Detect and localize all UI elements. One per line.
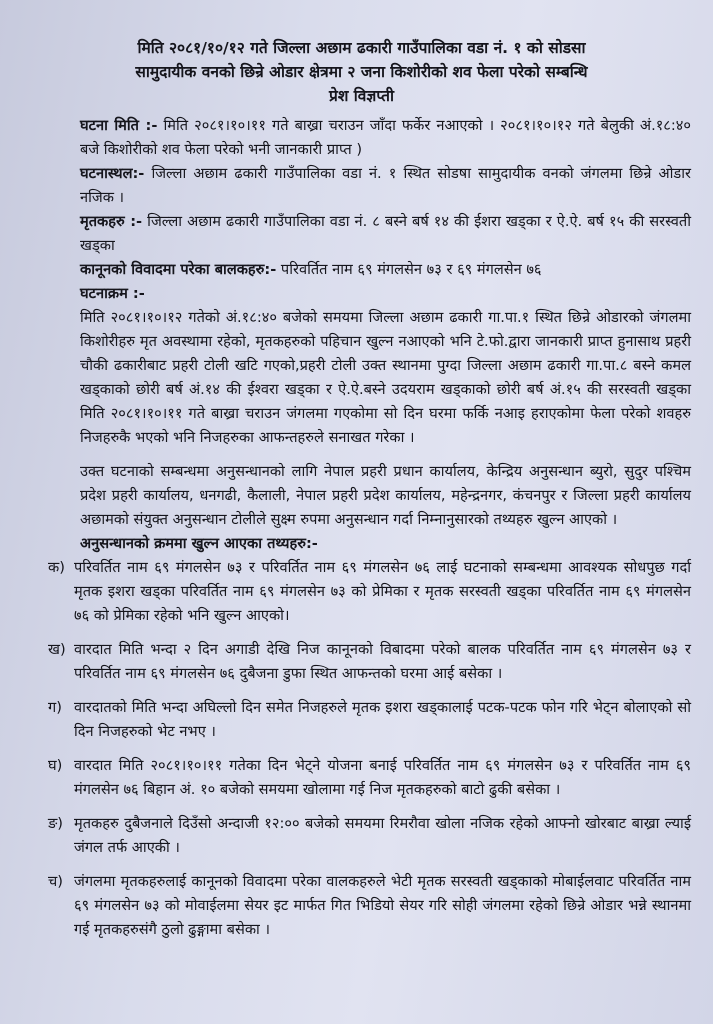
investigation-paragraph: उक्त घटनाको सम्बन्धमा अनुसन्धानको लागि नेपाल प्रहरी प्रधान कार्यालय, केन्द्रिय अनुसन्धान ब्युरो, सुदुर पश्चिम प्रदेश प्रहरी कार्यालय, धनगढी, कैलाली, नेपाल प्रहरी प्रदेश कार्यालय, महेन्द्रनगर, कंचनपुर र जिल्ला प्रहरी कार्यालय अछामको संयुक्त अनुसन्धान टोलीले सुक्ष्म रुपमा अनुसन्धान गर्दा निम्नानुसारको तथ्यहरु खुल्न आएको । [80,463,691,528]
sequence-paragraph: मिति २०८१।१०।१२ गतेको अं.१८:४० बजेको समयमा जिल्ला अछाम ढकारी गा.पा.१ स्थित छिन्रे ओडारको जंगलमा किशोरीहरु मृत अवस्थामा रहेको, मृतकहरुको पहिचान खुल्न नआएको भनि टे.फो.द्वारा जानकारी प्राप्त हुनासाथ प्रहरी चौकी ढकारीबाट प्रहरी टोली खटि गएको,प्रहरी टोली उक्त स्थानमा पुग्दा जिल्ला अछाम ढकारी गा.पा.८ बस्ने कमल खड्काको छोरी बर्ष अं.१४ की ईश्वरा खड्का र ऐ.ऐ.बस्ने उदयराम खड्काको छोरी बर्ष अं.१५ की सरस्वती खड्का मिति २०८१।१०।११ गते बाख्रा चराउन जंगलमा गएकोमा सो दिन घरमा फर्कि नआइ हराएकोमा फेला परेको शवहरु निजहरुकै भएको भनि निजहरुका आफन्तहरुले सनाखत गरेका । [80,309,691,446]
fact-marker: ख) [48,641,66,658]
incident-place-field [48,162,691,210]
fact-marker: क) [48,559,65,576]
facts-list [48,556,691,942]
fact-marker: ग) [48,699,62,716]
deceased-label: मृतकहरु :- [80,213,143,230]
title-line-2: सामुदायीक वनको छिन्रे ओडार क्षेत्रमा २ जना किशोरीको शव फेला परेको सम्बन्धि [135,63,588,81]
fact-item [48,754,691,802]
incident-place-value: जिल्ला अछाम ढकारी गाउँपालिका वडा नं. १ स्थित सोडषा सामुदायीक वनको जंगलमा छिन्रे ओडार नजिक । [80,165,691,206]
incident-place-label: घटनास्थल:- [80,165,145,182]
title-line-1: मिति २०८१/१०/१२ गते जिल्ला अछाम ढकारी गाउँपालिका वडा नं. १ को सोडसा [137,39,586,57]
fact-item [48,812,691,860]
fact-marker: घ) [48,757,63,774]
facts-heading: अनुसन्धानको क्रममा खुल्न आएका तथ्यहरु:- [80,535,318,552]
fact-item [48,556,691,628]
fact-text: वारदात मिति भन्दा २ दिन अगाडी देखि निज कानूनको विबादमा परेको बालक परिवर्तित नाम ६९ मंगलसेन ७३ र परिवर्तित नाम ६९ मंगलसेन ७६ दुबैजना डुफा स्थित आफन्तको घरमा आई बसेका । [74,641,691,682]
sequence-field [48,282,691,306]
deceased-value: जिल्ला अछाम ढकारी गाउँपालिका वडा नं. ८ बस्ने बर्ष १४ की ईशरा खड्का र ऐ.ऐ. बर्ष १५ की सरस्वती खड्का [80,213,691,254]
fact-item [48,638,691,686]
sequence-label: घटनाक्रम :- [80,285,145,302]
fact-text: परिवर्तित नाम ६९ मंगलसेन ७३ र परिवर्तित नाम ६९ मंगलसेन ७६ लाई घटनाको सम्बन्धमा आवश्यक सोधपुछ गर्दा मृतक इशरा खड्का परिवर्तित नाम ६९ मंगलसेन ७३ को प्रेमिका र मृतक सरस्वती खड्का परिवर्तित नाम ६९ मंगलसेन ७६ को प्रेमिका रहेको भनि खुल्न आएको। [74,559,691,624]
incident-date-label: घटना मिति :- [80,117,158,134]
fact-text: मृतकहरु दुबैजनाले दिउँसो अन्दाजी १२:०० बजेको समयमा रिमरौवा खोला नजिक रहेको आफ्नो खोरबाट बाख्रा ल्याई जंगल तर्फ आएकी । [74,815,691,856]
page-title [48,36,691,108]
fact-text: जंगलमा मृतकहरुलाई कानूनको विवादमा परेका वालकहरुले भेटी मृतक सरस्वती खड्काको मोबाईलवाट परिवर्तित नाम ६९ मंगलसेन ७३ को मोवाईलमा सेयर इट मार्फत गित भिडियो सेयर गरि सोही जंगलमा रहेको छिन्रे ओडार भन्ने स्थानमा गई मृतकहरुसंगै ठुलो ढुङ्गामा बसेका । [74,873,691,938]
deceased-field [48,210,691,258]
children-in-conflict-value: परिवर्तित नाम ६९ मंगलसेन ७३ र ६९ मंगलसेन ७६ [276,261,542,278]
fact-marker: ङ) [48,815,63,832]
fact-text: वारदातको मिति भन्दा अघिल्लो दिन समेत निजहरुले मृतक इशरा खड्कालाई पटक-पटक फोन गरि भेट्न बोलाएको सो दिन निजहरुको भेट नभए । [74,699,691,740]
fact-marker: च) [48,873,63,890]
title-line-3: प्रेश विज्ञप्ती [329,87,394,105]
fact-item [48,870,691,942]
incident-date-value: मिति २०८१।१०।११ गते बाख्रा चराउन जाँदा फर्केर नआएको । २०८१।१०।१२ गते बेलुकी अं.१८:४० बजे किशोरीको शव फेला परेको भनी जानकारी प्राप्त ) [80,117,691,158]
fact-text: वारदात मिति २०८१।१०।११ गतेका दिन भेट्ने योजना बनाई परिवर्तित नाम ६९ मंगलसेन ७३ र परिवर्तित नाम ६९ मंगलसेन ७६ बिहान अं. १० बजेको समयमा खोलामा गई निज मृतकहरुको बाटो ढुकी बसेका । [74,757,691,798]
children-in-conflict-field [48,258,691,282]
fact-item [48,696,691,744]
incident-date-field [48,114,691,162]
children-in-conflict-label: कानूनको विवादमा परेका बालकहरु:- [80,261,277,278]
